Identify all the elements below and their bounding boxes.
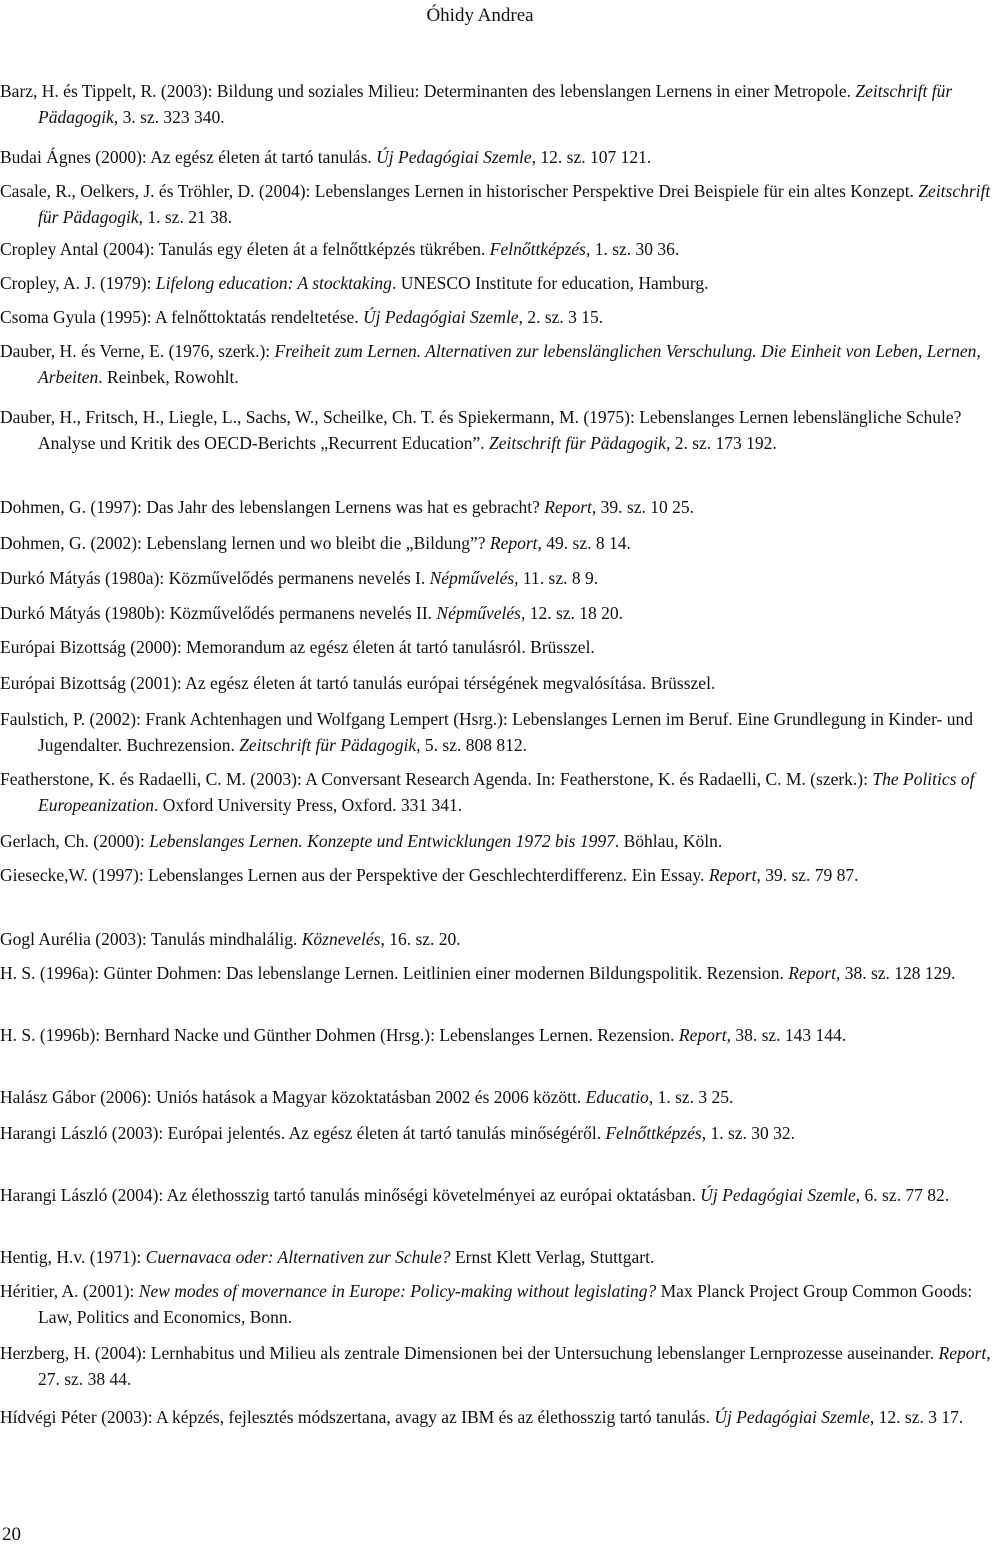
reference-title-italic: Köznevelés <box>301 929 381 949</box>
reference-text: Herzberg, H. (2004): Lernhabitus und Milieu als zentrale Dimensionen bei der Untersuchung lebenslanger Lernprozesse auseinander. <box>0 1343 939 1363</box>
reference-text: . Böhlau, Köln. <box>614 831 723 851</box>
reference-title-italic: Új Pedagógiai Szemle <box>376 147 532 167</box>
reference-text: Cropley, A. J. (1979): <box>0 273 156 293</box>
reference-text: Faulstich, P. (2002): Frank Achtenhagen und Wolfgang Lempert (Hsrg.): Lebenslanges Lernen im Beruf. Eine Grundlegung in Kinder- und Jugendalter. Buchrezension. <box>0 709 974 755</box>
reference-entry <box>0 270 996 296</box>
reference-text: Héritier, A. (2001): <box>0 1281 139 1301</box>
reference-text: Csoma Gyula (1995): A felnőttoktatás rendeltetése. <box>0 307 364 327</box>
reference-text: , 27. sz. 38 44. <box>38 1343 991 1389</box>
reference-entry <box>0 926 996 952</box>
reference-title-italic: Felnőttképzés <box>489 239 586 259</box>
reference-entry <box>0 565 996 591</box>
reference-title-italic: New modes of movernance in Europe: Policy-making without legislating? <box>138 1281 657 1301</box>
reference-text: , 5. sz. 808 812. <box>416 735 527 755</box>
reference-text: Gogl Aurélia (2003): Tanulás mindhalálig. <box>0 929 302 949</box>
reference-text: , 39. sz. 79 87. <box>756 865 859 885</box>
reference-text: H. S. (1996a): Günter Dohmen: Das lebenslange Lernen. Leitlinien einer modernen Bildungspolitik. Rezension. <box>0 963 789 983</box>
reference-title-italic: Report <box>938 1343 987 1363</box>
reference-text: Dauber, H., Fritsch, H., Liegle, L., Sachs, W., Scheilke, Ch. T. és Spiekermann, M. (1975): Lebenslanges Lernen lebenslängliche Schule? Analyse und Kritik des OECD-Berichts „Recurrent Education”. <box>0 407 962 453</box>
reference-title-italic: Cuernavaca oder: Alternativen zur Schule? <box>145 1247 451 1267</box>
reference-text: , 16. sz. 20. <box>380 929 461 949</box>
reference-text: Cropley Antal (2004): Tanulás egy életen át a felnőttképzés tükrében. <box>0 239 490 259</box>
reference-text: Max Planck Project Group Common Goods: Law, Politics and Economics, Bonn. <box>38 1281 973 1327</box>
reference-text: . Oxford University Press, Oxford. 331 341. <box>154 795 463 815</box>
reference-text: Durkó Mátyás (1980a): Közművelődés permanens nevelés I. <box>0 568 430 588</box>
reference-text: Európai Bizottság (2000): Memorandum az egész életen át tartó tanulásról. Brüsszel. <box>0 637 595 657</box>
reference-text: , 38. sz. 128 129. <box>835 963 956 983</box>
reference-title-italic: Report <box>678 1025 727 1045</box>
reference-entry <box>0 1340 996 1392</box>
reference-text: , 1. sz. 30 32. <box>701 1123 796 1143</box>
reference-entry <box>0 1084 996 1110</box>
reference-title-italic: Report <box>708 865 757 885</box>
reference-entry <box>0 634 996 660</box>
reference-text: , 6. sz. 77 82. <box>855 1185 950 1205</box>
reference-text: , 1. sz. 21 38. <box>138 207 232 227</box>
reference-text: . UNESCO Institute for education, Hamburg. <box>391 273 709 293</box>
reference-title-italic: Népművelés <box>429 568 515 588</box>
reference-text: Giesecke,W. (1997): Lebenslanges Lernen aus der Perspektive der Geschlechterdifferenz. Ein Essay. <box>0 865 709 885</box>
reference-text: Barz, H. és Tippelt, R. (2003): Bildung und soziales Milieu: Determinanten des lebenslangen Lernens in einer Metropole. <box>0 81 856 101</box>
reference-text: Budai Ágnes (2000): Az egész életen át tartó tanulás. <box>0 147 377 167</box>
page-number: 20 <box>2 1524 21 1545</box>
reference-entry <box>0 828 996 854</box>
reference-text: Halász Gábor (2006): Uniós hatások a Magyar közoktatásban 2002 és 2006 között. <box>0 1087 586 1107</box>
reference-text: , 39. sz. 10 25. <box>591 497 694 517</box>
running-header-author: Óhidy Andrea <box>426 5 534 26</box>
reference-entry <box>0 1404 996 1430</box>
reference-text: , 12. sz. 3 17. <box>869 1407 964 1427</box>
reference-text: , 12. sz. 18 20. <box>520 603 624 623</box>
reference-text: Featherstone, K. és Radaelli, C. M. (2003): A Conversant Research Agenda. In: Featherstone, K. és Radaelli, C. M. (szerk.): <box>0 769 873 789</box>
reference-text: Dohmen, G. (1997): Das Jahr des lebenslangen Lernens was hat es gebracht? <box>0 497 545 517</box>
reference-entry <box>0 1278 996 1330</box>
reference-entry <box>0 862 996 888</box>
reference-title-italic: Lifelong education: A stocktaking <box>155 273 392 293</box>
reference-text: Harangi László (2004): Az élethosszig tartó tanulás minőségi követelményei az európai oktatásban. <box>0 1185 701 1205</box>
reference-text: H. S. (1996b): Bernhard Nacke und Günther Dohmen (Hrsg.): Lebenslanges Lernen. Rezension. <box>0 1025 679 1045</box>
reference-text: Dohmen, G. (2002): Lebenslang lernen und wo bleibt die „Bildung”? <box>0 533 490 553</box>
reference-title-italic: Zeitschrift für Pädagogik <box>38 81 953 127</box>
reference-entry <box>0 78 996 130</box>
reference-entry <box>0 236 996 262</box>
reference-entry <box>0 494 996 520</box>
reference-text: , 11. sz. 8 9. <box>514 568 599 588</box>
reference-title-italic: Freiheit zum Lernen. Alternativen zur lebenslänglichen Verschulung. Die Einheit von Leben, Lernen, Arbeiten <box>38 341 981 387</box>
reference-entry <box>0 1022 996 1048</box>
reference-title-italic: Népművelés <box>436 603 521 623</box>
reference-text: Európai Bizottság (2001): Az egész életen át tartó tanulás európai térségének megvalósítása. Brüsszel. <box>0 673 716 693</box>
reference-text: , 3. sz. 323 340. <box>113 107 225 127</box>
reference-text: Hídvégi Péter (2003): A képzés, fejlesztés módszertana, avagy az IBM és az élethosszig tartó tanulás. <box>0 1407 715 1427</box>
reference-text: , 2. sz. 3 15. <box>518 307 604 327</box>
reference-title-italic: Educatio <box>585 1087 649 1107</box>
reference-entry <box>0 144 996 170</box>
reference-title-italic: The Politics of Europeanization <box>38 769 975 815</box>
reference-title-italic: Report <box>544 497 592 517</box>
reference-text: , 49. sz. 8 14. <box>537 533 631 553</box>
reference-title-italic: Új Pedagógiai Szemle <box>700 1185 856 1205</box>
reference-title-italic: Új Pedagógiai Szemle <box>714 1407 870 1427</box>
reference-title-italic: Report <box>489 533 538 553</box>
reference-title-italic: Lebenslanges Lernen. Konzepte und Entwicklungen 1972 bis 1997 <box>149 831 615 851</box>
reference-entry <box>0 404 996 456</box>
reference-entry <box>0 338 996 390</box>
reference-title-italic: Zeitschrift für Pädagogik <box>38 181 991 227</box>
reference-entry <box>0 530 996 556</box>
reference-entry <box>0 600 996 626</box>
reference-entry <box>0 1244 996 1270</box>
reference-text: , 1. sz. 30 36. <box>585 239 680 259</box>
reference-text: Dauber, H. és Verne, E. (1976, szerk.): <box>0 341 275 361</box>
reference-text: , 1. sz. 3 25. <box>648 1087 734 1107</box>
reference-entry <box>0 960 996 986</box>
reference-entry <box>0 1182 996 1208</box>
reference-text: Ernst Klett Verlag, Stuttgart. <box>450 1247 655 1267</box>
reference-entry <box>0 304 996 330</box>
reference-entry <box>0 670 996 696</box>
reference-text: , 38. sz. 143 144. <box>726 1025 847 1045</box>
reference-title-italic: Felnőttképzés <box>605 1123 702 1143</box>
reference-entry <box>0 1120 996 1146</box>
reference-text: , 12. sz. 107 121. <box>531 147 652 167</box>
reference-title-italic: Új Pedagógiai Szemle <box>363 307 519 327</box>
reference-entry <box>0 766 996 818</box>
reference-text: Durkó Mátyás (1980b): Közművelődés permanens nevelés II. <box>0 603 437 623</box>
reference-text: . Reinbek, Rowohlt. <box>98 367 239 387</box>
reference-text: Casale, R., Oelkers, J. és Tröhler, D. (2004): Lebenslanges Lernen in historischer Perspektive Drei Beispiele für ein altes Konzept. <box>0 181 919 201</box>
reference-title-italic: Zeitschrift für Pädagogik <box>239 735 417 755</box>
reference-text: Harangi László (2003): Európai jelentés. Az egész életen át tartó tanulás minőségéről. <box>0 1123 606 1143</box>
reference-entry <box>0 178 996 230</box>
reference-text: , 2. sz. 173 192. <box>665 433 777 453</box>
reference-text: Hentig, H.v. (1971): <box>0 1247 146 1267</box>
reference-entry <box>0 706 996 758</box>
reference-title-italic: Report <box>788 963 836 983</box>
reference-title-italic: Zeitschrift für Pädagogik <box>488 433 666 453</box>
reference-text: Gerlach, Ch. (2000): <box>0 831 150 851</box>
